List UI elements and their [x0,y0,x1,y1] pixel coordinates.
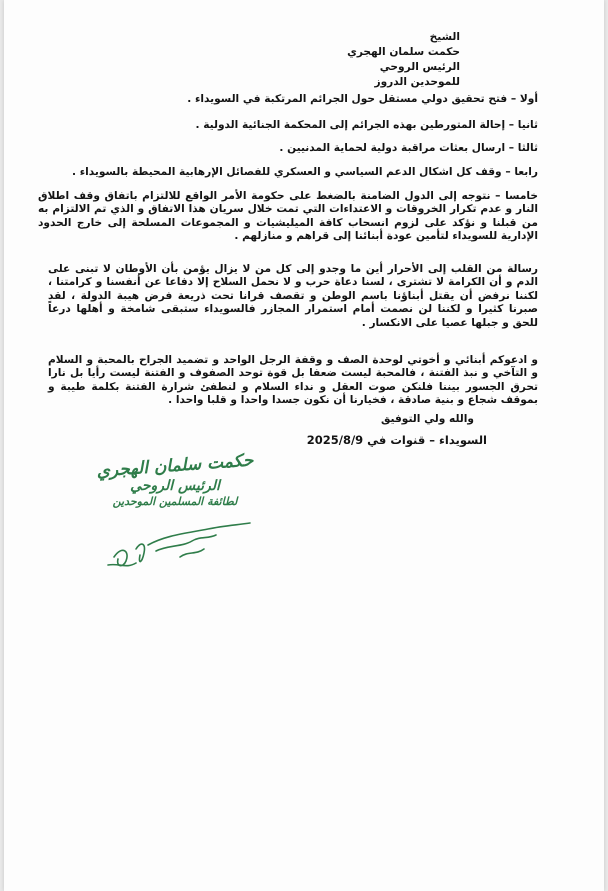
header-role: الرئيس الروحي [379,61,460,73]
message-paragraph: رسالة من القلب إلى الأحرار أين ما وجدو إلى كل من لا يزال يؤمن بأن الأوطان لا تبنى على الدم و أن الكرامة لا تشترى ، لسنا دعاة حرب و لا نحمل السلاح إلا دفاعا عن أنفسنا و كرامتنا ، لكننا نرفض أن يقتل أبناؤنا باسم الوطن و تقصف قرانا تحت ذريعة فرض هيبة الدولة ، لقد صبرنا كثيرا و لكننا لن نصمت أمام استمرار المجازر فالسويداء ستبقى شامخة و أهلها درعاً للحق و جبلها عصيا على الانكسار . [48,263,538,329]
demand-item-4: رابعا – وقف كل اشكال الدعم السياسي و العسكري للفصائل الإرهابية المحيطة بالسويداء . [72,166,538,178]
place-date-line: السويداء – قنوات في 2025/8/9 [306,433,487,447]
appeal-paragraph: و ادعوكم أبنائي و أخوتي لوحدة الصف و وقفة الرجل الواحد و تضميد الجراح بالمحبة و السلام و التآخي و نبذ الفتنة ، فالمحبة ليست ضعفا بل قوة توحد الصفوف و الفتنة ليست رأيا بل نارا تحرق الجسور بيننا فلنكن صوت العقل و نداء السلام و لنطفئ شرارة الفتنة بكلمة طيبة و بموقف شجاع و بنية صادقة ، فخيارنا أن نكون جسدا واحدا و قلبا واحدا . [48,354,538,407]
demand-item-3: ثالثا – ارسال بعثات مراقبة دولية لحماية المدنيين . [279,142,538,154]
demand-item-5: خامسا – نتوجه إلى الدول الضامنة بالضغط على حكومة الأمر الواقع للالتزام باتفاق وقف اطلاق النار و عدم تكرار الخروقات و الاعتداءات التي تمت خلال سريان هذا الاتفاق و الذي تم الالتزام به من قبلنا و نؤكد على لزوم انسحاب كافة الميليشيات و المجموعات المسلحة إلى خارج الحدود الإدارية للسويداء لتأمين عودة أبنائنا إلى قراهم و منازلهم . [38,190,538,243]
demand-item-1: أولا – فتح تحقيق دولي مستقل حول الجرائم المرتكبة في السويداء . [187,93,538,105]
seal-title: الرئيس الروحي [130,478,220,494]
handwritten-signature-icon [96,505,266,575]
closing-line: والله ولي التوفيق [381,413,474,425]
header-name: حكمت سلمان الهجري [347,46,460,58]
sender-header [320,30,460,90]
header-community: للموحدين الدروز [374,76,460,88]
header-title: الشيخ [429,31,460,43]
demand-item-2: ثانيا – إحالة المتورطين بهذه الجرائم إلى المحكمة الجنائية الدولية . [195,119,538,131]
seal-subtitle: لطائفة المسلمين الموحدين [112,495,238,508]
letter-page [4,0,604,891]
seal-name: حكمت سلمان الهجري [95,450,255,482]
